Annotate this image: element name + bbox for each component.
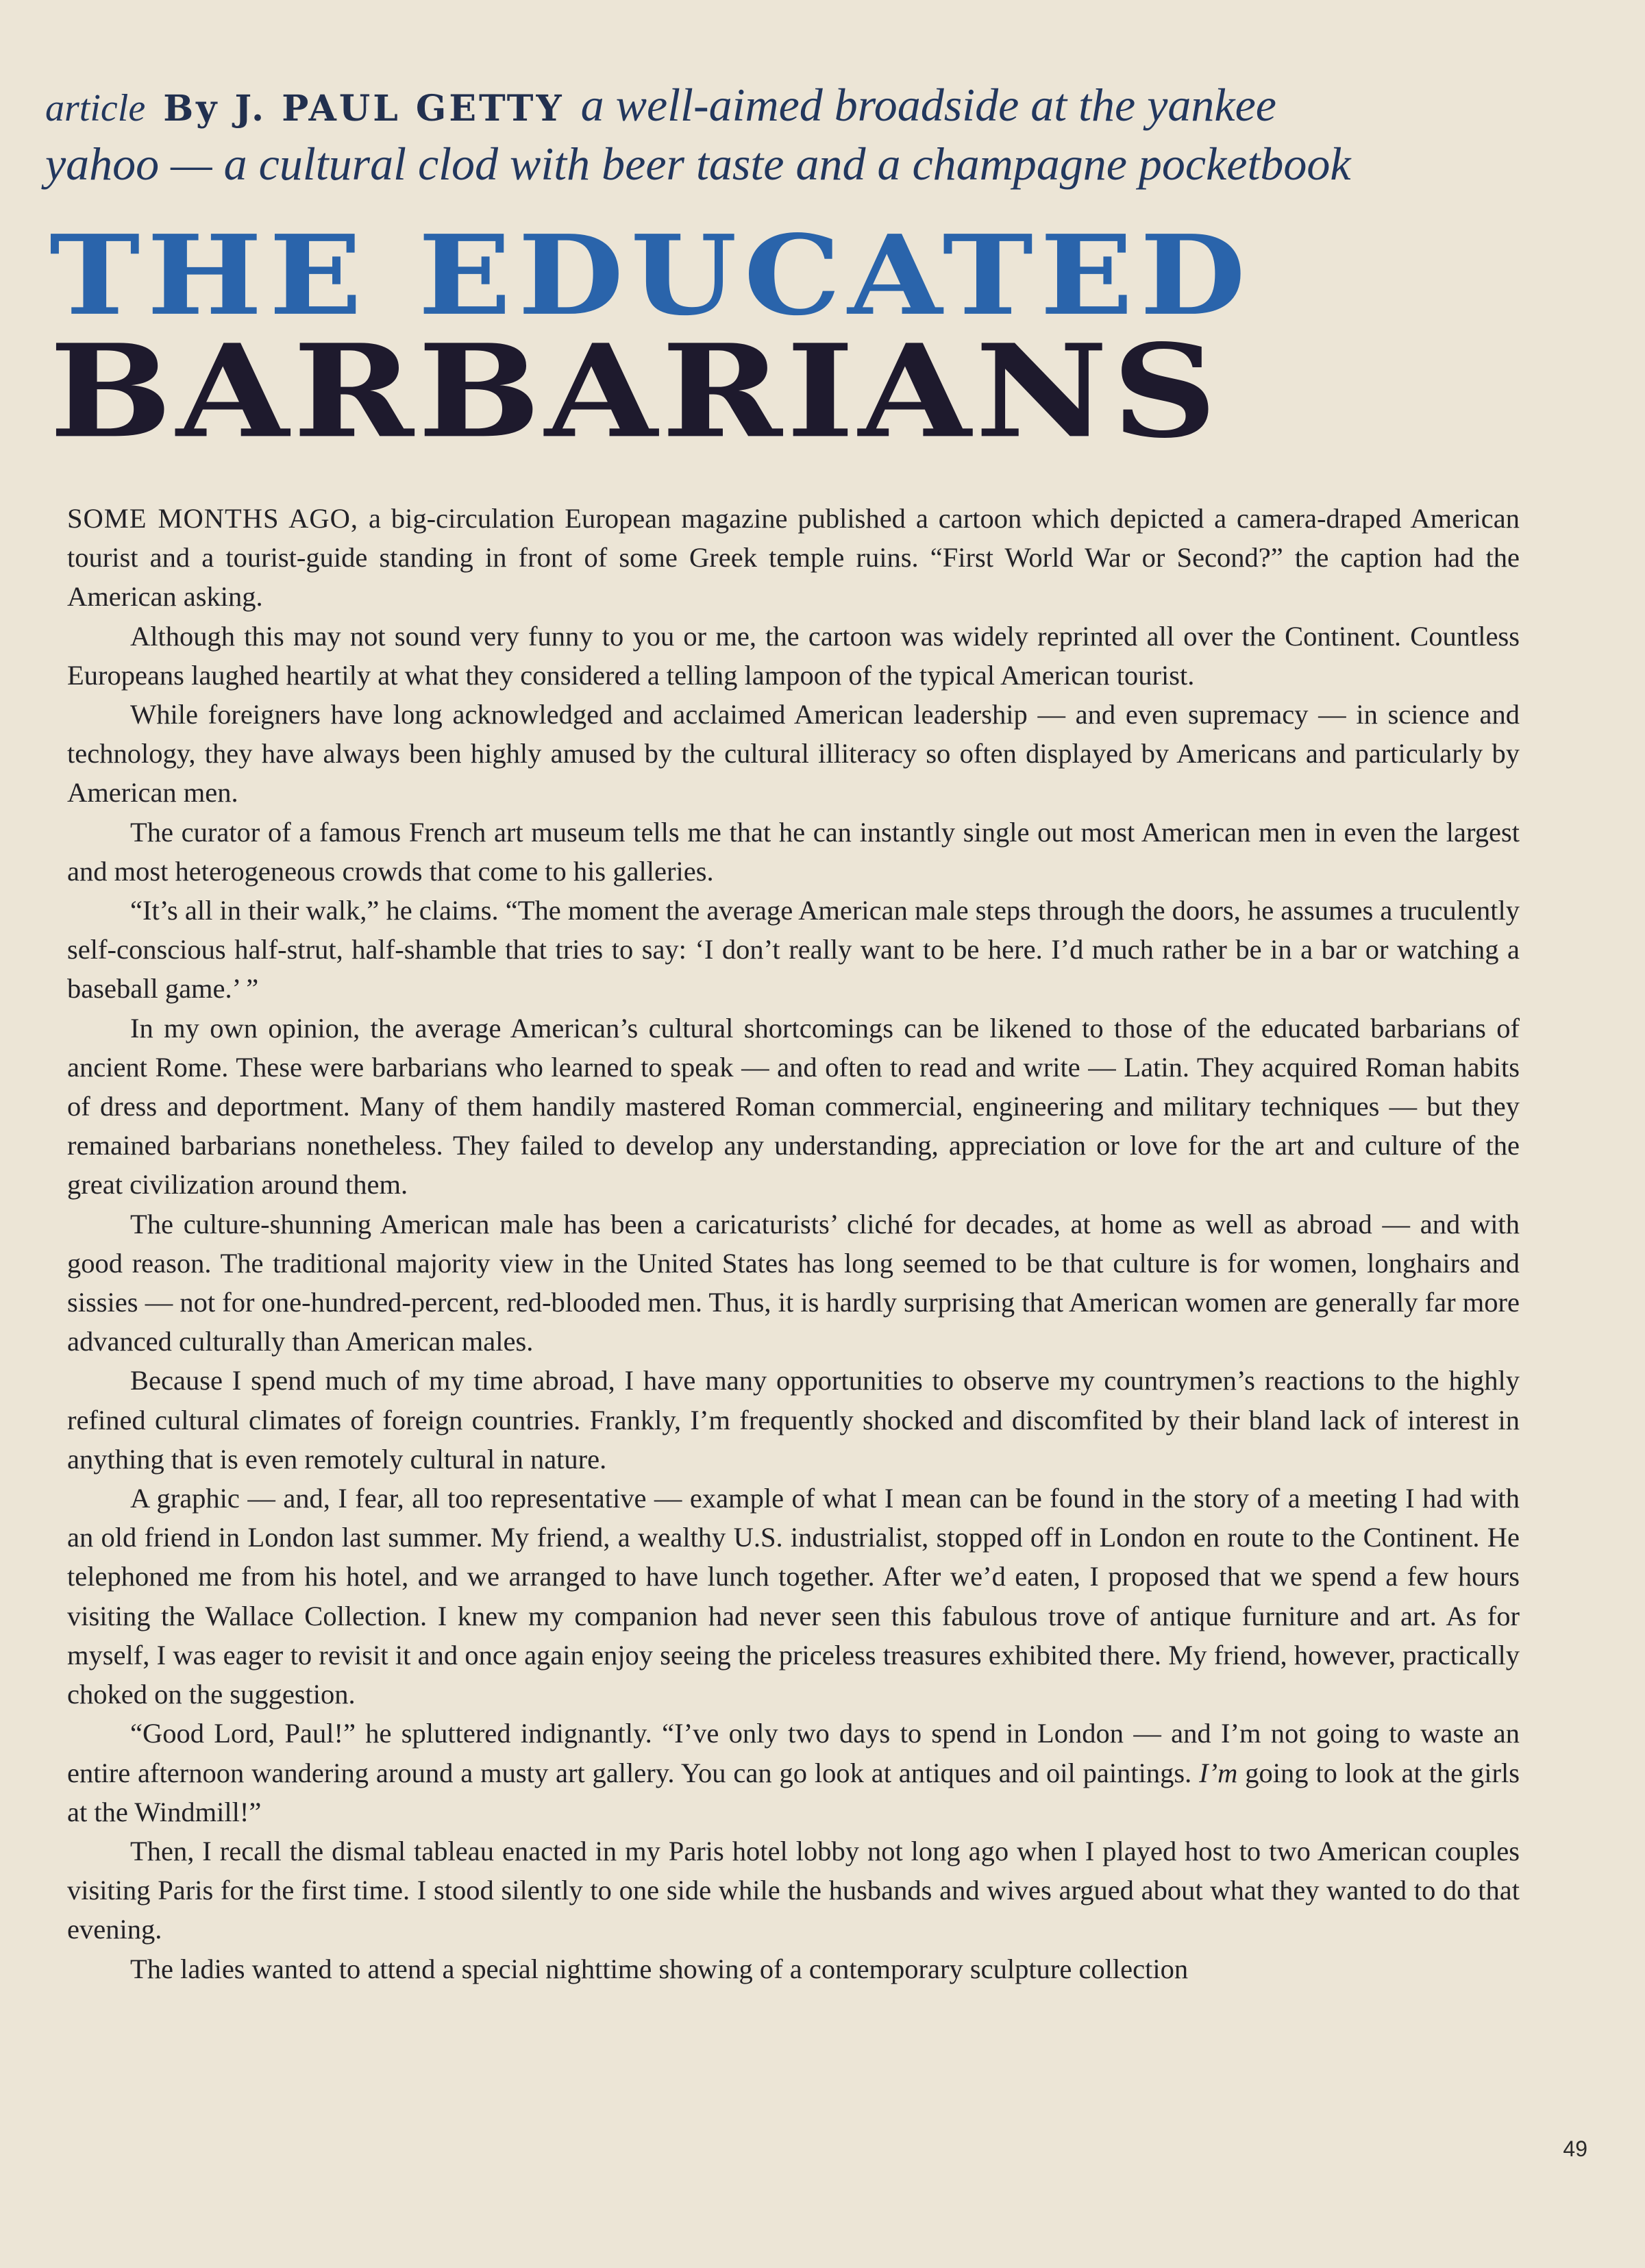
tagline-part-1: a well-aimed broadside at the yankee [580,79,1276,131]
paragraph-text: “Good Lord, Paul!” he spluttered indignantly. “I’ve only two days to spend in London — and I’m not going to waste an entire afternoon wandering around a musty art gallery. You can go look at antiques and oil paintings. [67,1718,1520,1788]
paragraph-continued: The ladies wanted to attend a special nighttime showing of a contemporary sculpture collection [130,1953,1189,1984]
header-line-2 [45,137,1532,191]
paragraph: The curator of a famous French art museum tells me that he can instantly single out most American men in even the largest and most heterogeneous crowds that come to his galleries. [67,816,1520,887]
header-line-1 [45,78,1532,132]
paragraph [67,1714,1520,1832]
paragraph: The culture-shunning American male has been a caricaturists’ cliché for decades, at home as well as abroad — and with good reason. The traditional majority view in the United States has long seemed to be that culture is for women, longhairs and sissies — not for one-hundred-percent, red-blooded men. Thus, it is hardly surprising that American women are generally far more advanced culturally than American males. [67,1208,1520,1357]
byline-author: J. PAUL GETTY [234,88,565,130]
paragraph: “It’s all in their walk,” he claims. “The moment the average American male steps through the doors, he assumes a truculently self-conscious half-strut, half-shamble that tries to say: ‘I don’t really want to be here. I’d much rather be in a bar or watching a baseball game.’ ” [67,895,1520,1004]
emphasis: I’m [1199,1757,1238,1788]
paragraph [67,499,1520,617]
paragraph-text: going to look at the girls at the Windmill!” [67,1757,1520,1827]
section-kicker: article [45,87,146,130]
paragraph: In my own opinion, the average American’s cultural shortcomings can be likened to those of the educated barbarians of ancient Rome. These were barbarians who learned to speak — and often to read and write — Latin. They acquired Roman habits of dress and deportment. Many of them handily mastered Roman commercial, engineering and military techniques — but they remained barbarians nonetheless. They failed to develop any understanding, appreciation or love for the art and culture of the great civilization around them. [67,1012,1520,1200]
byline [163,88,564,130]
paragraph: Because I spend much of my time abroad, I have many opportunities to observe my countrymen’s reactions to the highly refined cultural climates of foreign countries. Frankly, I’m frequently shocked and discomfited by their bland lack of interest in anything that is even remotely cultural in nature. [67,1365,1520,1475]
paragraph: A graphic — and, I fear, all too representative — example of what I mean can be found in the story of a meeting I had with an old friend in London last summer. My friend, a wealthy U.S. industrialist, stopped off in London en route to the Continent. He telephoned me from his hotel, and we arranged to have lunch together. After we’d eaten, I proposed that we spend a few hours visiting the Wallace Collection. I knew my companion had never seen this fabulous trove of antique furniture and art. As for myself, I was eager to revisit it and once again enjoy seeing the priceless treasures exhibited there. My friend, however, practically choked on the suggestion. [67,1483,1520,1710]
headline-line-2: BARBARIANS [49,316,1222,467]
paragraph: While foreigners have long acknowledged and acclaimed American leadership — and even supremacy — in science and technology, they have always been highly amused by the cultural illiteracy so often displayed by Americans and particularly by American men. [67,699,1520,809]
paragraph: Then, I recall the dismal tableau enacted in my Paris hotel lobby not long ago when I played host to two American couples visiting Paris for the first time. I stood silently to one side while the husbands and wives argued about what they wanted to do that evening. [67,1835,1520,1945]
lead-in: SOME MONTHS AGO, [67,503,359,534]
article-body [67,499,1520,1988]
tagline-part-2: yahoo — a cultural clod with beer taste and a champagne pocketbook [45,138,1351,190]
paragraph: Although this may not sound very funny to you or me, the cartoon was widely reprinted all over the Continent. Countless Europeans laughed heartily at what they considered a telling lampoon of the typical American tourist. [67,620,1520,691]
paragraph-text: a big-circulation European magazine published a cartoon which depicted a camera-draped American tourist and a tourist-guide standing in front of some Greek temple ruins. “First World War or Second?” the caption had the American asking. [67,503,1520,613]
byline-by: By [163,88,220,130]
headline-line-1: THE EDUCATED [49,210,1253,340]
page-number: 49 [1563,2136,1587,2161]
